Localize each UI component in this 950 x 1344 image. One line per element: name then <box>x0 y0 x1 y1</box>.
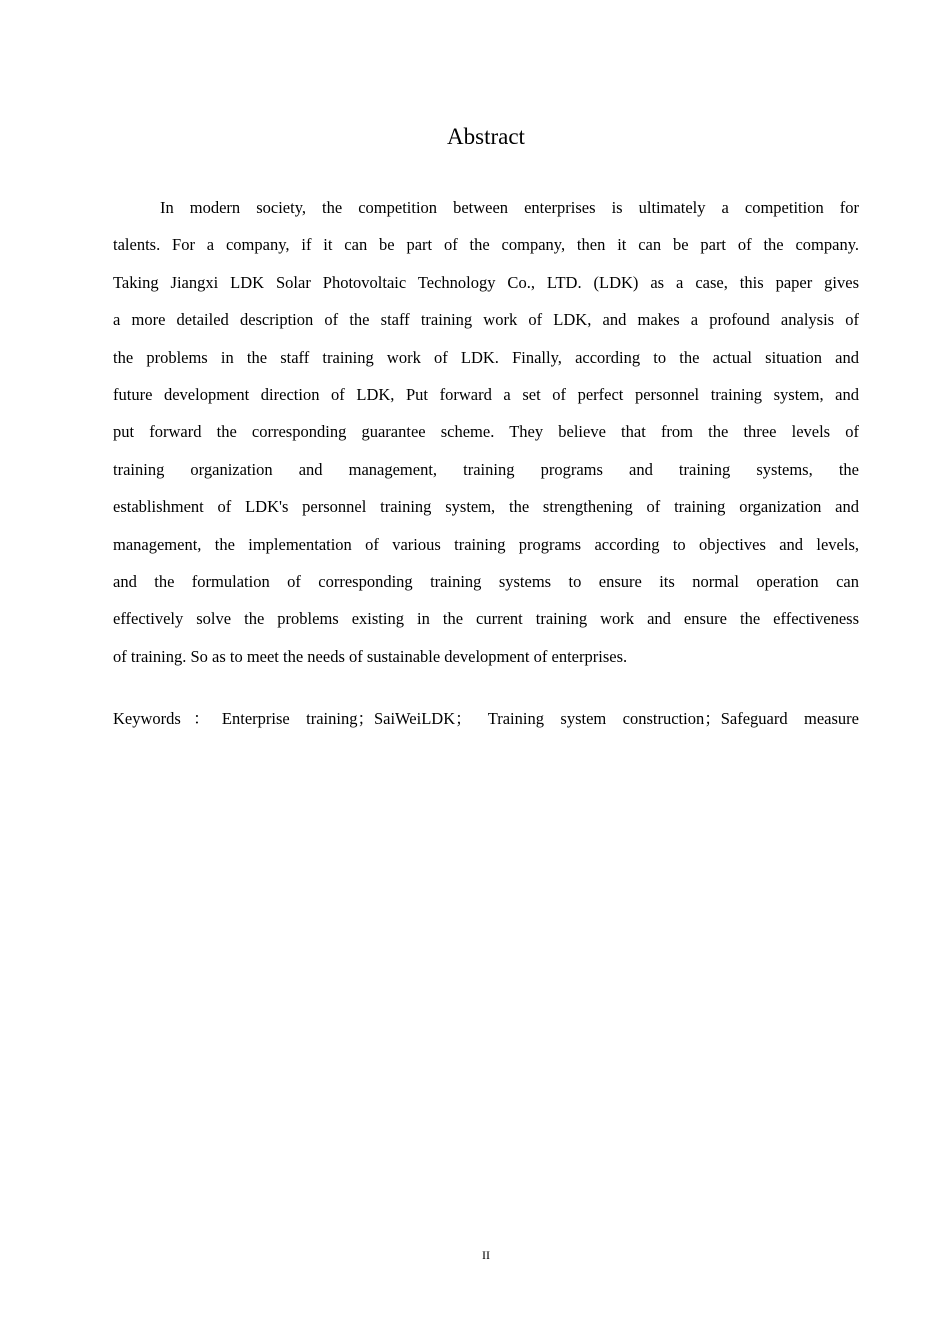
abstract-line: Taking Jiangxi LDK Solar Photovoltaic Technology Co., LTD. (LDK) as a case, this paper gives <box>113 272 859 292</box>
abstract-line: and the formulation of corresponding training systems to ensure its normal operation can <box>113 571 859 591</box>
abstract-line: future development direction of LDK, Put forward a set of perfect personnel training system, and <box>113 384 859 404</box>
abstract-line: establishment of LDK's personnel training system, the strengthening of training organization and <box>113 497 859 517</box>
abstract-line: put forward the corresponding guarantee scheme. They believe that from the three levels of <box>113 422 859 442</box>
keywords: Keywords：Enterprise training；SaiWeiLDK； Training system construction；Safeguard measure <box>113 709 859 728</box>
abstract-line: management, the implementation of various training programs according to objectives and levels, <box>113 534 859 554</box>
page-number: II <box>482 1248 490 1262</box>
abstract-line: training organization and management, training programs and training systems, the <box>113 459 859 479</box>
abstract-line: a more detailed description of the staff training work of LDK, and makes a profound analysis of <box>113 310 859 330</box>
abstract-line: the problems in the staff training work of LDK. Finally, according to the actual situation and <box>113 347 859 367</box>
abstract-line: In modern society, the competition between enterprises is ultimately a competition for <box>160 198 859 217</box>
abstract-body <box>113 195 859 681</box>
abstract-title: Abstract <box>447 124 525 149</box>
abstract-line: of training. So as to meet the needs of sustainable development of enterprises. <box>113 646 628 666</box>
abstract-line: effectively solve the problems existing in the current training work and ensure the effectiveness <box>113 609 859 629</box>
abstract-line: talents. For a company, if it can be part of the company, then it can be part of the company. <box>113 235 859 255</box>
